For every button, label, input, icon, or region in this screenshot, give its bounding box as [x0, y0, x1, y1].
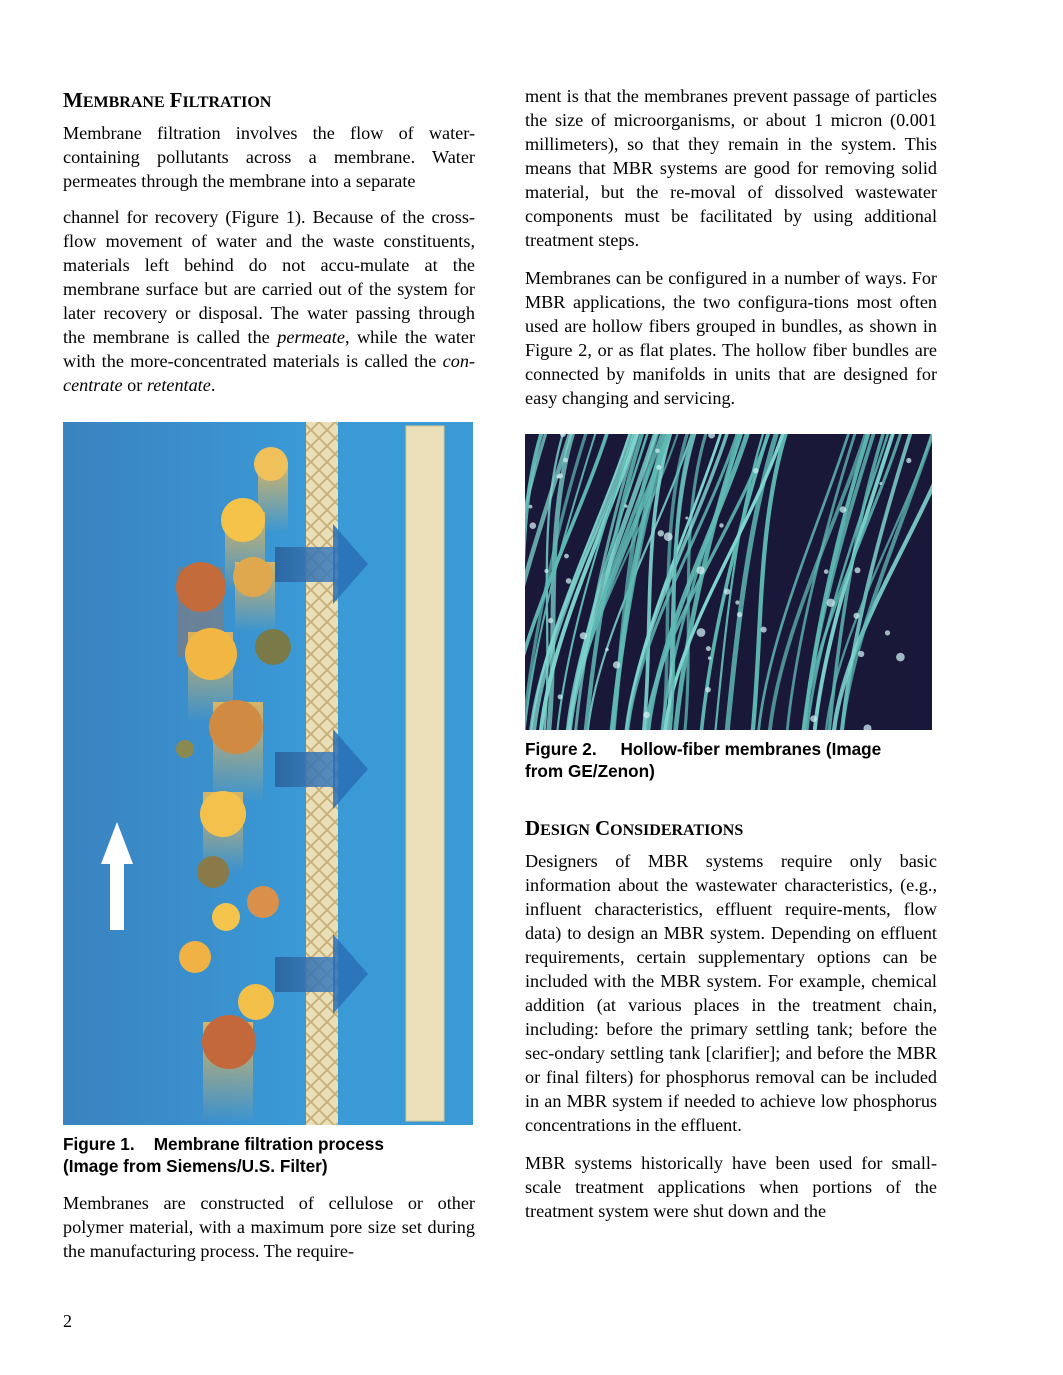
paragraph: MBR systems historically have been used for small-scale treatment applications when portions of the treatment system were shut down and the [525, 1153, 937, 1221]
bubble [737, 612, 742, 617]
bubble [656, 465, 661, 470]
bubble [896, 653, 905, 662]
paragraph: Membranes are constructed of cellulose or other polymer material, with a maximum pore size set during the manufacturing process. The require- [63, 1193, 475, 1261]
page-number: 2 [63, 1311, 72, 1331]
paragraph: ment is that the membranes prevent passage of particles the size of microorganisms, or about 1 micron (0.001 millimeters), so that they remain in the system. This means that MBR systems are good for removing solid material, but the re-moval of dissolved wastewater components must be facilitated by using additional treatment steps. [525, 86, 937, 250]
bubble [705, 687, 711, 693]
heading-smallcaps: ONSIDERATIONS [610, 822, 744, 839]
bubble [735, 600, 739, 604]
bubble [855, 567, 861, 573]
section-heading-design-considerations [525, 816, 937, 841]
caption-line: Figure 1. Membrane filtration process [63, 1134, 384, 1154]
caption-line: Figure 2. Hollow-fiber membranes (Image [525, 739, 882, 759]
heading-smallcaps: ESIGN [540, 822, 590, 839]
section-heading-membrane-filtration [63, 88, 475, 113]
heading-smallcaps: EMBRANE [82, 94, 165, 111]
bubble [906, 458, 911, 463]
bubble [556, 475, 560, 479]
text-span: channel for recovery (Figure 1). Because of the cross-flow movement of water and the waste constituents, materials left behind do not accu-mulate at the membrane surface but are carried out of the system for later recovery or disposal. The water passing through the membrane is called the [63, 207, 475, 347]
bubble [605, 648, 609, 652]
bubble [548, 618, 553, 623]
bubble [885, 630, 890, 635]
caption-line: from GE/Zenon) [525, 761, 655, 781]
bubble [840, 506, 847, 513]
bubble [879, 482, 882, 485]
bubble [658, 530, 664, 536]
figure-2-hollow-fiber-image [525, 434, 932, 730]
text-span: , while the water with the more-concentrated materials is called the [63, 327, 476, 371]
bubble [566, 578, 572, 584]
bubble [558, 694, 563, 699]
bubble [655, 449, 660, 454]
term-retentate: retentate [146, 375, 211, 395]
bubble [643, 712, 650, 719]
paragraph [63, 205, 475, 397]
bubble [824, 569, 829, 574]
bubble [719, 523, 723, 527]
figure-1-membrane-filtration-image [63, 422, 473, 1125]
collection-channel [406, 426, 444, 1121]
bubble [613, 661, 620, 668]
caption-line: (Image from Siemens/U.S. Filter) [63, 1156, 328, 1176]
bubble [810, 715, 817, 722]
figure-2-caption [525, 738, 937, 782]
heading-smallcaps: ILTRATION [182, 94, 272, 111]
heading-initial: D [525, 816, 541, 840]
membrane-filtration-illustration [63, 422, 473, 1125]
figure-1-caption [63, 1133, 475, 1177]
paragraph: Membranes can be configured in a number of ways. For MBR applications, the two configura-tions most often used are hollow fibers grouped in bundles, as shown in Figure 2, or as flat plates. The hollow fiber bundles are connected by manifolds in units that are designed for easy changing and servicing. [525, 268, 937, 408]
bubble [858, 651, 864, 657]
bubble [708, 656, 711, 659]
bubble [724, 589, 730, 595]
bubble [580, 632, 587, 639]
bubble [624, 504, 627, 507]
heading-initial: F [169, 88, 183, 112]
bubble [761, 627, 767, 633]
bubble [827, 599, 835, 607]
bubble [664, 532, 673, 541]
term-concentrate: con-centrate [63, 351, 475, 395]
hollow-fiber-photo [525, 434, 932, 730]
bubble [853, 613, 859, 619]
text-span: or [122, 375, 147, 395]
bubble [697, 566, 705, 574]
heading-initial: C [594, 816, 611, 840]
paragraph: Membrane filtration involves the flow of water-containing pollutants across a membrane. Water permeates through the membrane into a separate [63, 123, 475, 191]
bubble [753, 468, 758, 473]
right-column [525, 86, 937, 1223]
term-permeate: permeate [277, 327, 345, 347]
bubble [685, 517, 688, 520]
bubble [697, 628, 706, 637]
heading-initial: M [63, 88, 83, 112]
bubble [530, 522, 537, 529]
bubble [544, 569, 548, 573]
paragraph: Designers of MBR systems require only basic information about the wastewater characteristics, (e.g., influent characteristics, effluent require-ments, flow data) to design an MBR system. Depending on effluent requirements, certain supplementary options can be included with the MBR system. For example, chemical addition (at various places in the treatment chain, including: before the primary settling tank; before the sec-ondary settling tank [clarifier]; and before the MBR or final filters) for phosphorus removal can be included in an MBR system if needed to achieve low phosphorus concentrations in the effluent. [525, 851, 937, 1135]
bubble [706, 646, 711, 651]
text-span: . [210, 375, 216, 395]
bubble [564, 554, 569, 559]
left-column [63, 86, 475, 1263]
bubble [529, 505, 533, 509]
bubble [563, 458, 568, 463]
